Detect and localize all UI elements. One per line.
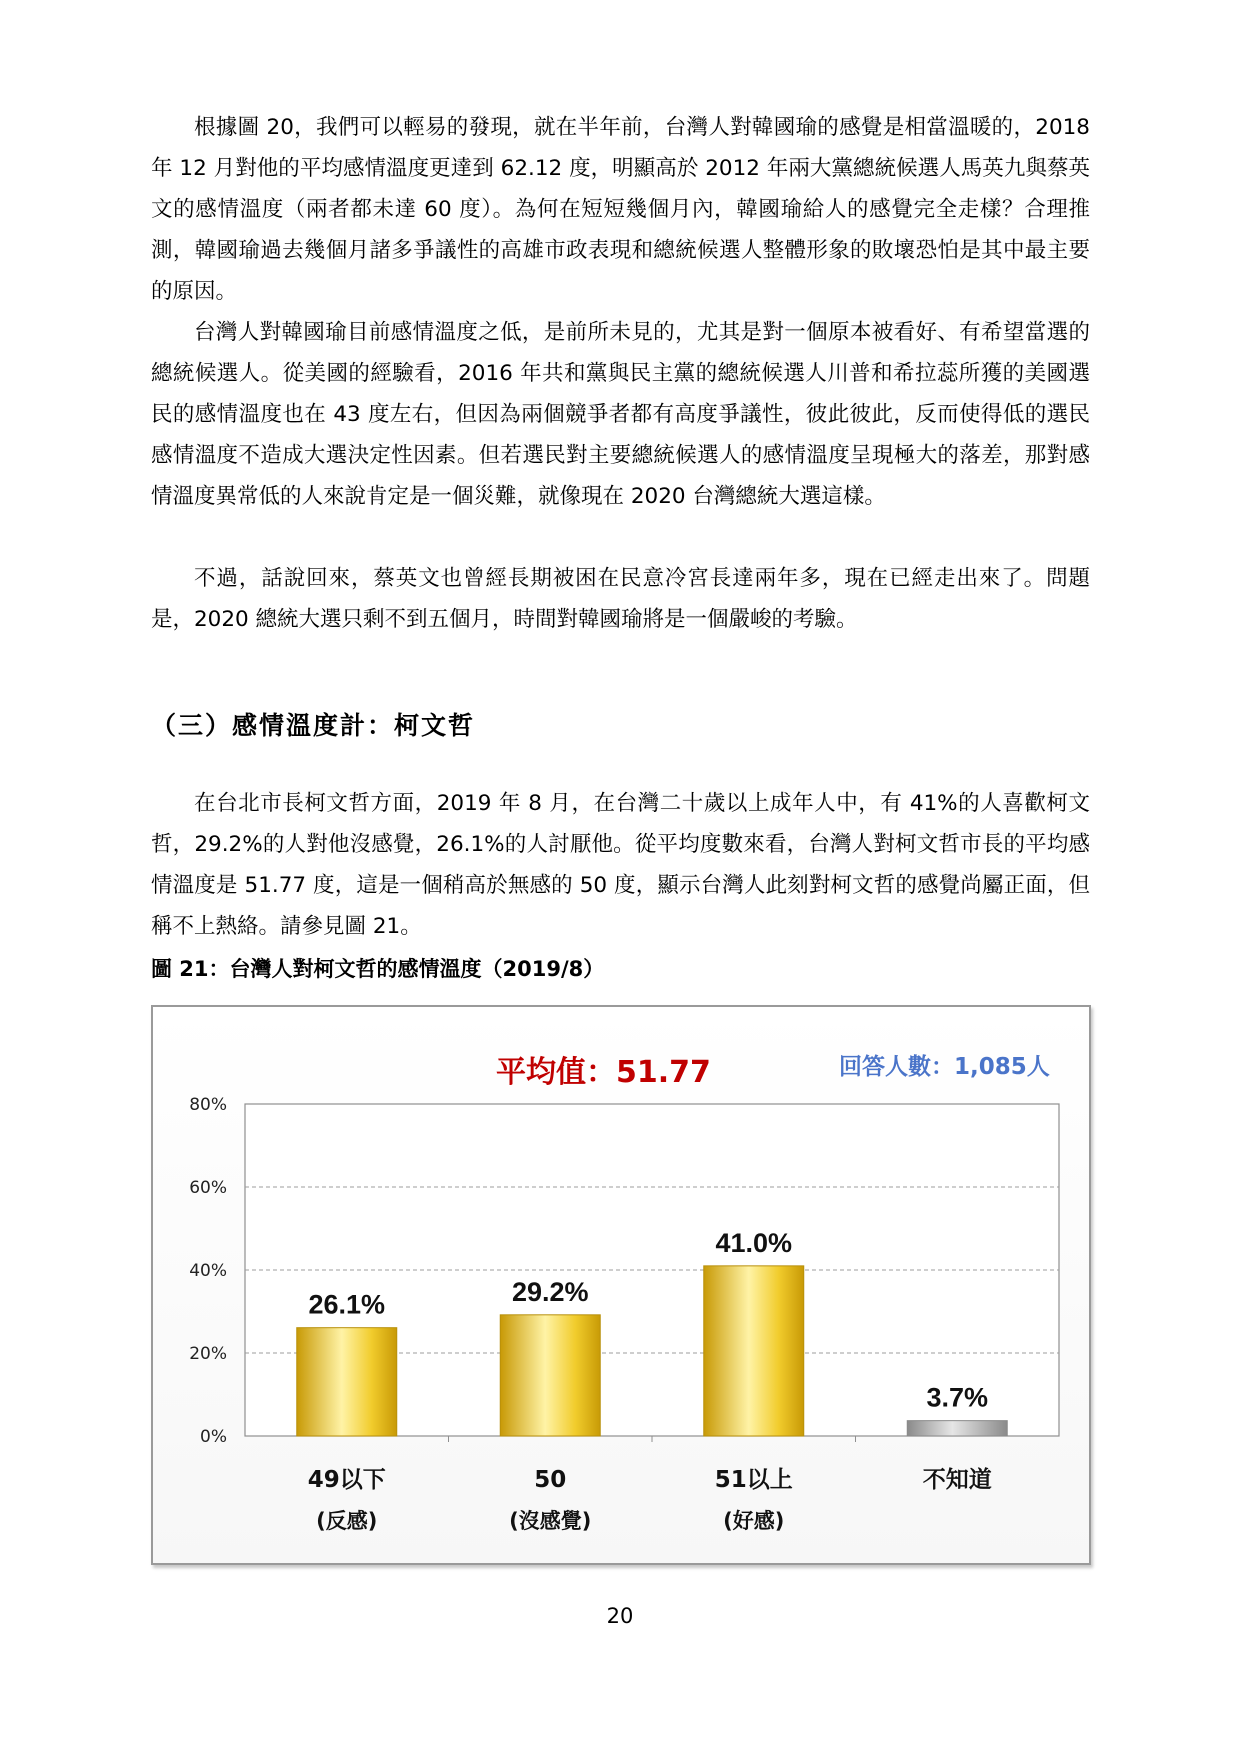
paragraph-3: 不過，話說回來，蔡英文也曾經長期被困在民意冷宮長達兩年多，現在已經走出來了。問題是，2020 總統大選只剩不到五個月，時間對韓國瑜將是一個嚴峻的考驗。 — [151, 566, 1090, 632]
bar — [297, 1328, 397, 1436]
page-number: 20 — [606, 1604, 634, 1628]
category-label: 50 — [534, 1467, 567, 1493]
paragraph-2: 台灣人對韓國瑜目前感情溫度之低，是前所未見的，尤其是對一個原本被看好、有希望當選的總統候選人。從美國的經驗看，2016 年共和黨與民主黨的總統候選人川普和希拉蕊所獲的美國選民的感情溫度也在 43 度左右，但因為兩個競爭者都有高度爭議性，彼此彼此，反而使得低的選民感情溫度不造成大選決定性因素。但若選民對主要總統候選人的感情溫度呈現極大的落差，那對感情溫度異常低的人來說肯定是一個災難，就像現在 2020 台灣總統大選這樣。 — [151, 320, 1090, 509]
bar-chart — [153, 1007, 1089, 1563]
category-note: (沒感覺) — [509, 1509, 592, 1533]
bar — [500, 1315, 600, 1436]
paragraph-1: 根據圖 20，我們可以輕易的發現，就在半年前，台灣人對韓國瑜的感覺是相當溫暖的，2018 年 12 月對他的平均感情溫度更達到 62.12 度，明顯高於 2012 年兩大黨總統候選人馬英九與蔡英文的感情溫度（兩者都未達 60 度）。為何在短短幾個月內，韓國瑜給人的感覺完全走樣？合理推測，韓國瑜過去幾個月諸多爭議性的高雄市政表現和總統候選人整體形象的敗壞恐怕是其中最主要的原因。 — [151, 115, 1090, 304]
category-note: (好感) — [723, 1509, 785, 1533]
bar — [704, 1266, 804, 1436]
category-label: 49以下 — [307, 1467, 386, 1493]
chart-frame — [151, 1005, 1091, 1565]
paragraph-4: 在台北市長柯文哲方面，2019 年 8 月，在台灣二十歲以上成年人中，有 41%的人喜歡柯文哲，29.2%的人對他沒感覺，26.1%的人討厭他。從平均度數來看，台灣人對柯文哲市長的平均感情溫度是 51.77 度，這是一個稍高於無感的 50 度，顯示台灣人此刻對柯文哲的感覺尚屬正面，但稱不上熱絡。請參見圖 21。 — [151, 791, 1090, 939]
section-title: （三）感情溫度計：柯文哲 — [151, 711, 476, 740]
chart-title: 平均值：51.77 — [496, 1055, 711, 1090]
bar — [907, 1421, 1007, 1436]
category-note: (反感) — [316, 1509, 378, 1533]
bar-value-label: 29.2% — [511, 1276, 589, 1307]
bar-value-label: 41.0% — [715, 1227, 793, 1258]
bar-value-label: 26.1% — [308, 1289, 386, 1320]
category-label: 51以上 — [714, 1467, 793, 1493]
y-tick-label: 40% — [189, 1261, 227, 1281]
y-tick-label: 0% — [200, 1427, 227, 1447]
y-tick-label: 60% — [189, 1178, 227, 1198]
bar-value-label: 3.7% — [926, 1382, 989, 1413]
y-tick-label: 80% — [189, 1095, 227, 1115]
respondent-count: 回答人數：1,085人 — [839, 1054, 1050, 1080]
category-label: 不知道 — [922, 1467, 992, 1493]
y-tick-label: 20% — [189, 1344, 227, 1364]
figure-caption: 圖 21：台灣人對柯文哲的感情溫度（2019/8） — [151, 957, 605, 981]
